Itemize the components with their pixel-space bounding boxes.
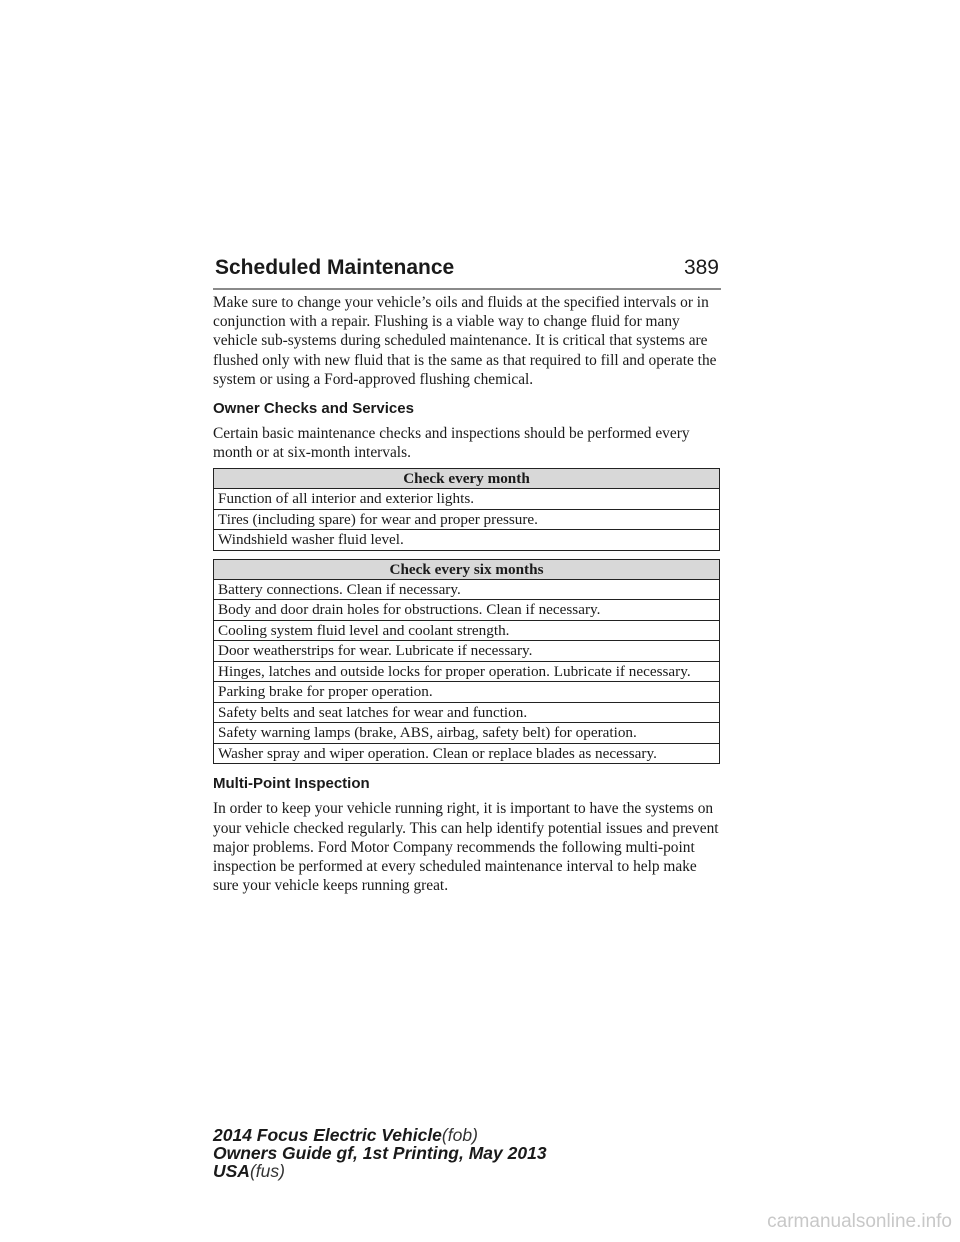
- footer-line-1: [213, 1126, 547, 1144]
- table-row: [214, 661, 720, 682]
- section-title: Scheduled Maintenance: [215, 256, 455, 279]
- table-cell: Windshield washer fluid level.: [214, 530, 720, 551]
- table-row: [214, 682, 720, 703]
- table-cell: Parking brake for proper operation.: [214, 682, 720, 703]
- owner-checks-heading: Owner Checks and Services: [213, 400, 414, 418]
- table-row: [214, 743, 720, 764]
- table-cell: Battery connections. Clean if necessary.: [214, 579, 720, 600]
- table-cell: Function of all interior and exterior lights.: [214, 489, 720, 510]
- table-row: [214, 579, 720, 600]
- six-month-table-header: Check every six months: [214, 559, 720, 579]
- table-row: [214, 702, 720, 723]
- table-cell: Safety belts and seat latches for wear and function.: [214, 702, 720, 723]
- page-content: [213, 293, 721, 895]
- footer-printing: Owners Guide gf, 1st Printing, May 2013: [213, 1143, 547, 1163]
- table-row: [214, 509, 720, 530]
- table-cell: Washer spray and wiper operation. Clean or replace blades as necessary.: [214, 743, 720, 764]
- multipoint-paragraph: In order to keep your vehicle running right, it is important to have the systems on your vehicle checked regularly. This can help identify potential issues and prevent major problems. Ford Motor Company recommends the following multi-point inspection be performed at every scheduled maintenance interval to help make sure your vehicle keeps running great.: [213, 800, 719, 895]
- monthly-checks-table: [213, 468, 720, 551]
- table-row: [214, 723, 720, 744]
- page-number: 389: [683, 256, 719, 279]
- table-cell: Safety warning lamps (brake, ABS, airbag, safety belt) for operation.: [214, 723, 720, 744]
- table-cell: Tires (including spare) for wear and proper pressure.: [214, 509, 720, 530]
- table-row: [214, 641, 720, 662]
- intro-paragraph: Make sure to change your vehicle’s oils and fluids at the specified intervals or in conjunction with a repair. Flushing is a viable way to change fluid for many vehicle sub-systems during scheduled maintenance. It is critical that systems are flushed only with new fluid that is the same as that required to fill and operate the system or using a Ford-approved flushing chemical.: [213, 294, 717, 388]
- table-row: [214, 530, 720, 551]
- footer-line-3: [213, 1162, 547, 1180]
- footer-vehicle: 2014 Focus Electric Vehicle: [213, 1125, 442, 1145]
- footer-market: USA: [213, 1161, 250, 1181]
- multipoint-heading: Multi-Point Inspection: [213, 775, 370, 793]
- table-cell: Cooling system fluid level and coolant strength.: [214, 620, 720, 641]
- page-header: [213, 256, 721, 290]
- table-cell: Body and door drain holes for obstructions. Clean if necessary.: [214, 600, 720, 621]
- owner-checks-paragraph: Certain basic maintenance checks and inspections should be performed every month or at six-month intervals.: [213, 425, 690, 462]
- site-watermark: carmanualsonline.info: [767, 1211, 952, 1232]
- footer-vehicle-code: (fob): [441, 1125, 478, 1145]
- table-row: [214, 600, 720, 621]
- table-cell: Door weatherstrips for wear. Lubricate if necessary.: [214, 641, 720, 662]
- monthly-table-header: Check every month: [214, 469, 720, 489]
- table-row: [214, 620, 720, 641]
- table-cell: Hinges, latches and outside locks for proper operation. Lubricate if necessary.: [214, 661, 720, 682]
- footer-market-code: (fus): [249, 1161, 285, 1181]
- footer-line-2: [213, 1144, 547, 1162]
- table-row: [214, 489, 720, 510]
- document-footer: [213, 1126, 547, 1180]
- six-month-checks-table: [213, 559, 720, 765]
